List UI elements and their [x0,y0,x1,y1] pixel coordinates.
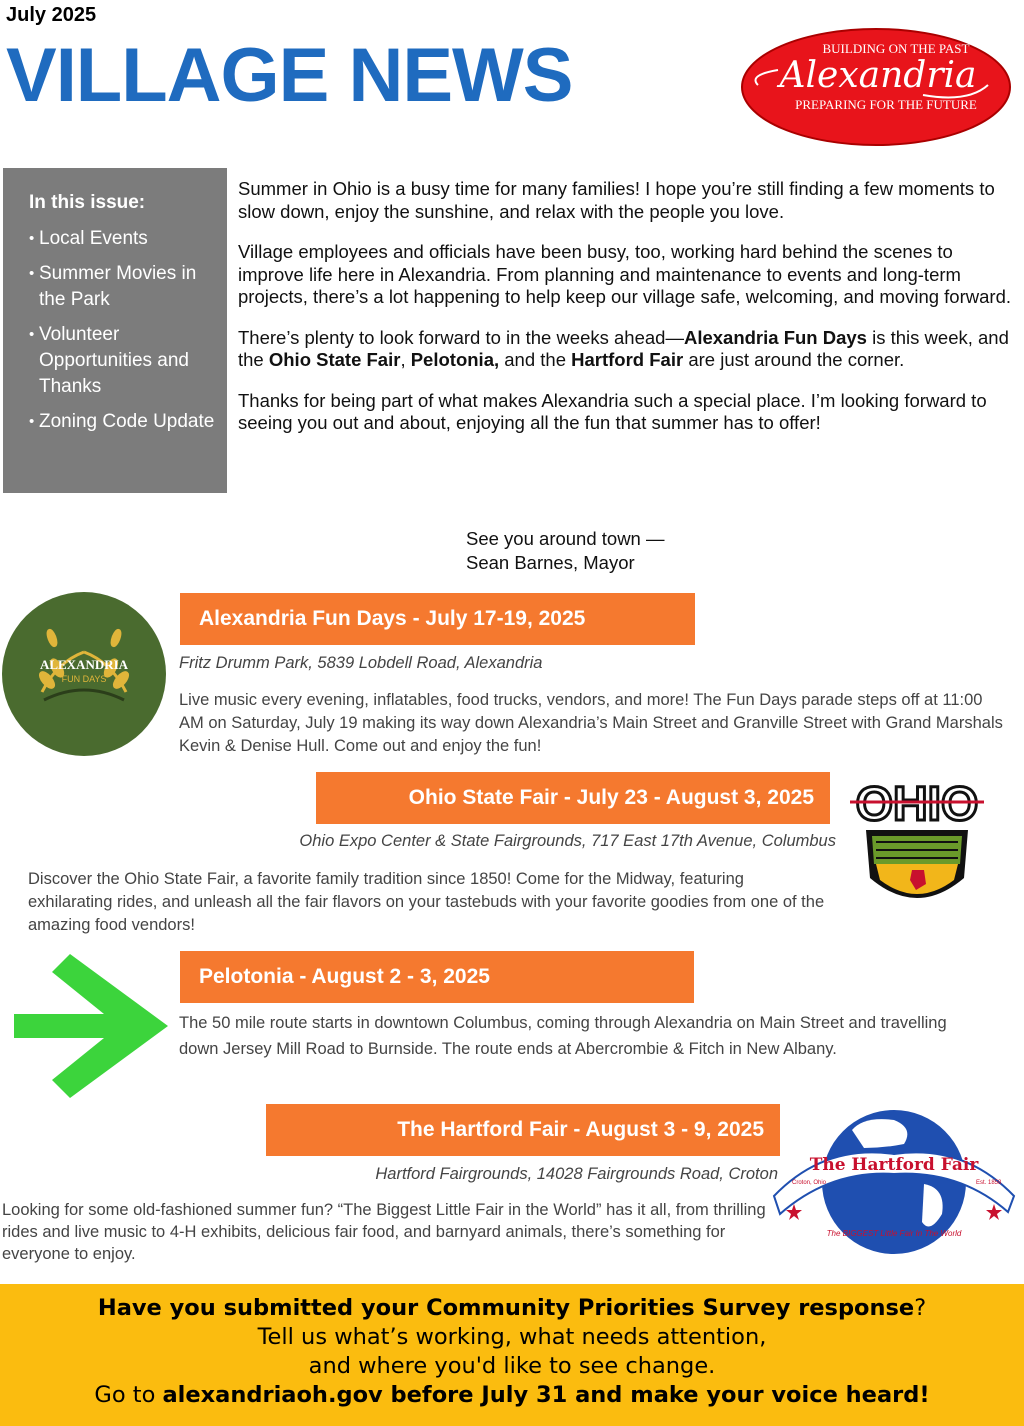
event-title-pelotonia: Pelotonia - August 2 - 3, 2025 [180,951,694,1003]
sidebar-item-summer-movies: • Summer Movies in the Park [29,261,217,313]
event-description-fun-days: Live music every evening, inflatables, food trucks, vendors, and more! The Fun Days parade steps off at 11:00 AM on Saturday, July 19 making its way down Alexandria’s Main Street and Granville Street with Grand Marshals Kevin & Denise Hull. Come out and enjoy the fun! [179,691,1003,755]
mayor-signoff [466,527,665,575]
in-this-issue-box [3,168,227,493]
green-arrow-icon [14,950,170,1102]
event-title-hartford-fair: The Hartford Fair - August 3 - 9, 2025 [266,1104,780,1156]
event-location-ohio-state-fair: Ohio Expo Center & State Fairgrounds, 717 East 17th Avenue, Columbus [299,832,836,850]
fun-days-logo-subtext: FUN DAYS [61,674,107,684]
logo-bottom-text: PREPARING FOR THE FUTURE [795,97,977,112]
signoff-line-1: See you around town — [466,528,665,549]
letter-paragraph-2: Village employees and officials have been busy, too, working hard behind the scenes to improve life here in Alexandria. From planning and maintenance to events and long-term projects, there’s a lot happening to help keep our village safe, welcoming, and moving forward. [238,241,1011,307]
hartford-logo-left: Croton, Ohio [792,1180,827,1186]
mayor-letter [238,178,1022,453]
hartford-logo-title: The Hartford Fair [809,1155,979,1175]
sidebar-item-volunteer: • Volunteer Opportunities and Thanks [29,322,217,400]
signoff-line-2: Sean Barnes, Mayor [466,552,635,573]
survey-link[interactable]: alexandriaoh.gov before July 31 and make your voice heard! [162,1382,930,1408]
newsletter-title: VILLAGE NEWS [6,33,573,118]
event-title-ohio-state-fair: Ohio State Fair - July 23 - August 3, 2025 [316,772,830,824]
footer-line-1: Have you submitted your Community Priorities Survey response? [97,1295,927,1321]
letter-paragraph-1: Summer in Ohio is a busy time for many families! I hope you’re still finding a few moments to slow down, enjoy the sunshine, and relax with the people you love. [238,178,995,222]
footer-line-4: Go to alexandriaoh.gov before July 31 and make your voice heard! [94,1382,930,1408]
letter-paragraph-4: Thanks for being part of what makes Alexandria such a special place. I’m looking forward to seeing you out and about, enjoying all the fun that summer has to offer! [238,389,987,433]
event-description-pelotonia: The 50 mile route starts in downtown Columbus, coming through Alexandria on Main Street and travelling down Jersey Mill Road to Burnside. The route ends at Abercrombie & Fitch in New Albany. [179,1014,947,1058]
sidebar-item-local-events: • Local Events [29,226,217,252]
ohio-logo-text: OHIO [855,778,979,831]
logo-top-text: BUILDING ON THE PAST [822,41,970,56]
issue-date: July 2025 [6,4,97,26]
fun-days-logo-text: ALEXANDRIA [39,657,129,672]
survey-callout [0,1284,1024,1426]
footer-line-2: Tell us what’s working, what needs attention, [257,1324,767,1350]
hartford-logo-ribbon: The BIGGEST Little Fair In The World [826,1229,962,1238]
logo-script-text: Alexandria [779,55,977,96]
footer-line-3: and where you'd like to see change. [308,1353,716,1379]
sidebar-item-zoning: • Zoning Code Update [29,409,217,435]
ohio-state-fair-logo [846,768,988,914]
event-description-ohio-state-fair: Discover the Ohio State Fair, a favorite family tradition since 1850! Come for the Midway, featuring exhilarating rides, and unleash all the fair flavors on your tastebuds with your favorite goodies from one of the amazing food vendors! [28,870,825,934]
hartford-logo-right: Est. 1858 [976,1180,1002,1186]
sidebar-heading: In this issue: [29,192,146,213]
event-location-fun-days: Fritz Drumm Park, 5839 Lobdell Road, Alexandria [179,654,543,672]
event-description-hartford-fair: Looking for some old-fashioned summer fun? “The Biggest Little Fair in the World” has it all, from thrilling rides and live music to 4-H exhibits, delicious fair food, and barnyard animals, there’s something for everyone to enjoy. [2,1201,766,1263]
event-location-hartford-fair: Hartford Fairgrounds, 14028 Fairgrounds Road, Croton [375,1165,778,1183]
alexandria-logo [738,25,1014,149]
hartford-fair-logo [764,1104,1020,1264]
fun-days-logo [2,592,166,756]
event-title-fun-days: Alexandria Fun Days - July 17-19, 2025 [180,593,695,645]
letter-paragraph-3: There’s plenty to look forward to in the weeks ahead—Alexandria Fun Days is this week, and the Ohio State Fair, Pelotonia, and the Hartford Fair are just around the corner. [238,326,1009,370]
